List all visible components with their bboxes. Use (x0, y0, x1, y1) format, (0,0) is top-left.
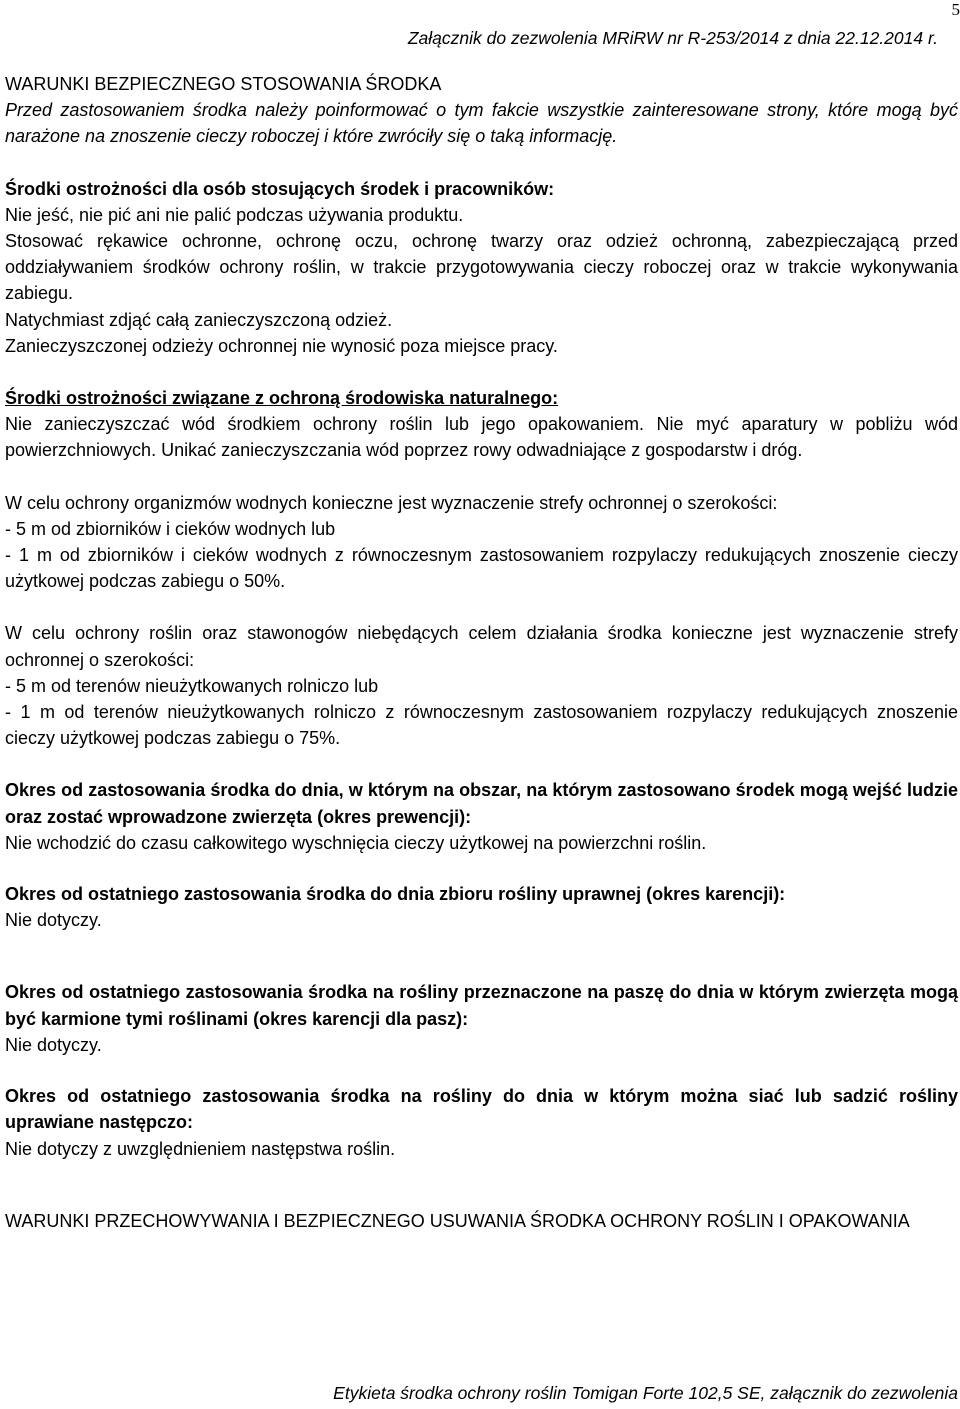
arthropod-zone-item-2: - 1 m od terenów nieużytkowanych rolniczo z równoczesnym zastosowaniem rozpylaczy redukujących znoszenie cieczy użytkowej podczas zabiegu o 75%. (5, 702, 958, 749)
section-title-environment: Środki ostrożności związane z ochroną środowiska naturalnego: (5, 388, 559, 409)
feed-interval-text: Nie dotyczy. (5, 1034, 102, 1055)
section-title-worker-precautions: Środki ostrożności dla osób stosujących środek i pracowników: (5, 178, 555, 199)
section-title-feed-interval: Okres od ostatniego zastosowania środka na rośliny przeznaczone na paszę do dnia w którym zwierzęta mogą być karmione tymi roślinami (okres karencji dla pasz): (5, 982, 958, 1029)
section-title-storage-disposal: WARUNKI PRZECHOWYWANIA I BEZPIECZNEGO USUWANIA ŚRODKA OCHRONY ROŚLIN I OPAKOWANIA (5, 1210, 910, 1231)
arthropod-zone-intro: W celu ochrony roślin oraz stawonogów niebędących celem działania środka konieczne jest wyznaczenie strefy ochronnej o szerokości: (5, 623, 958, 670)
page-footer: Etykieta środka ochrony roślin Tomigan Forte 102,5 SE, załącznik do zezwolenia (333, 1383, 958, 1403)
worker-precaution-2: Stosować rękawice ochronne, ochronę oczu, ochronę twarzy oraz odzież ochronną, zabezpieczającą przed oddziaływaniem środków ochrony roślin, w trakcie przygotowywania cieczy roboczej oraz w trakcie wykonywania zabiegu. (5, 231, 958, 304)
section-title-safe-use: WARUNKI BEZPIECZNEGO STOSOWANIA ŚRODKA (5, 74, 442, 94)
safe-use-text: Przed zastosowaniem środka należy poinformować o tym fakcie wszystkie zainteresowane strony, które mogą być narażone na znoszenie cieczy roboczej i które zwróciły się o taką informację. (5, 100, 958, 147)
aquatic-zone-item-1: - 5 m od zbiorników i cieków wodnych lub (5, 518, 336, 539)
section-title-following-crops: Okres od ostatniego zastosowania środka na rośliny do dnia w którym można siać lub sadzić rośliny uprawiane następczo: (5, 1086, 958, 1133)
following-crops-text: Nie dotyczy z uwzględnieniem następstwa roślin. (5, 1138, 396, 1159)
page-number: 5 (951, 0, 960, 19)
section-title-prevention-period: Okres od zastosowania środka do dnia, w którym na obszar, na którym zastosowano środek mogą wejść ludzie oraz zostać wprowadzone zwierzęta (okres prewencji): (5, 780, 958, 827)
arthropod-zone-item-1: - 5 m od terenów nieużytkowanych rolniczo lub (5, 675, 379, 696)
document-body (5, 71, 958, 1234)
worker-precaution-3: Natychmiast zdjąć całą zanieczyszczoną odzież. (5, 309, 393, 330)
worker-precaution-1: Nie jeść, nie pić ani nie palić podczas używania produktu. (5, 204, 464, 225)
aquatic-zone-intro: W celu ochrony organizmów wodnych konieczne jest wyznaczenie strefy ochronnej o szerokości: (5, 492, 778, 513)
prevention-period-text: Nie wchodzić do czasu całkowitego wyschnięcia cieczy użytkowej na powierzchni roślin. (5, 832, 707, 853)
aquatic-zone-item-2: - 1 m od zbiorników i cieków wodnych z równoczesnym zastosowaniem rozpylaczy redukujących znoszenie cieczy użytkowej podczas zabiegu o 50%. (5, 545, 958, 592)
environment-text: Nie zanieczyszczać wód środkiem ochrony roślin lub jego opakowaniem. Nie myć aparatury w pobliżu wód powierzchniowych. Unikać zanieczyszczania wód poprzez rowy odwadniające z gospodarstw i dróg. (5, 414, 958, 461)
page-header: Załącznik do zezwolenia MRiRW nr R-253/2014 z dnia 22.12.2014 r. (407, 28, 938, 48)
worker-precaution-4: Zanieczyszczonej odzieży ochronnej nie wynosić poza miejsce pracy. (5, 335, 558, 356)
harvest-interval-text: Nie dotyczy. (5, 910, 102, 931)
section-title-harvest-interval: Okres od ostatniego zastosowania środka do dnia zbioru rośliny uprawnej (okres karencji): (5, 884, 786, 905)
